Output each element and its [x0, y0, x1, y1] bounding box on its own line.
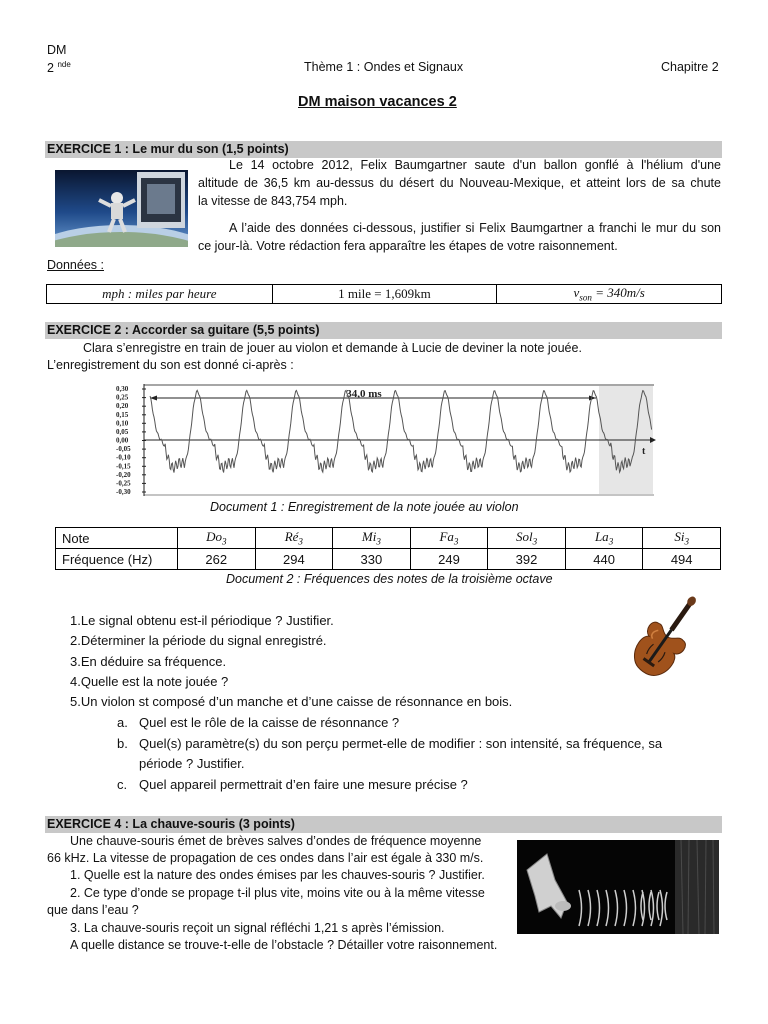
period-span-label: 34,0 ms	[346, 388, 382, 400]
question-number: 2.	[70, 633, 81, 648]
question-number: 4.	[70, 674, 81, 689]
note-cell	[255, 528, 333, 549]
violin-image	[628, 588, 702, 692]
exercise4-heading: EXERCICE 4 : La chauve-souris (3 points)	[45, 816, 722, 833]
ex1-question-line1: A l’aide des données ci-dessous, justifier si Felix Baumgartner a franchi le mur du son	[229, 221, 721, 235]
y-tick-label: 0,15	[116, 410, 129, 419]
header-theme: Thème 1 : Ondes et Signaux	[304, 60, 464, 74]
subquestion-text: Quel appareil permettrait d’en faire une mesure précise ?	[139, 777, 468, 792]
doc1-caption: Document 1 : Enregistrement de la note jouée au violon	[210, 500, 519, 514]
ex4-question1: 1. Quelle est la nature des ondes émises par les chauves-souris ? Justifier.	[70, 868, 485, 882]
subquestion-item	[117, 777, 468, 792]
octave-sub: 3	[376, 536, 381, 547]
y-tick-label: -0,15	[116, 462, 131, 471]
note-name: Sol	[515, 529, 533, 545]
question-item	[70, 613, 334, 628]
ex4-text-line1: Une chauve-souris émet de brèves salves d’ondes de fréquence moyenne	[70, 834, 482, 848]
question-item	[70, 633, 327, 648]
header-chapter: Chapitre 2	[661, 60, 719, 74]
data-table	[46, 284, 722, 304]
question-item	[70, 654, 226, 669]
y-tick-label: 0,05	[116, 427, 129, 436]
subquestion-item	[117, 756, 245, 771]
note-name: Ré	[284, 529, 299, 545]
ex2-intro-line1: Clara s’enregistre en train de jouer au violon et demande à Lucie de deviner la note jouée.	[83, 341, 582, 355]
octave-sub: 3	[221, 536, 227, 547]
question-text: Un violon st composé d’un manche et d’une caisse de résonnance en bois.	[80, 694, 513, 709]
header-level	[47, 60, 71, 75]
subquestion-item	[117, 736, 662, 751]
frequency-cell: 440	[565, 549, 643, 570]
ex4-question2: 2. Ce type d’onde se propage t-il plus vite, moins vite ou à la même vitesse	[70, 886, 485, 900]
subquestion-letter: b.	[117, 736, 128, 751]
frequency-header: Fréquence (Hz)	[56, 549, 178, 570]
subquestion-letter: a.	[117, 715, 128, 730]
note-name: Si	[674, 529, 685, 545]
note-cell	[643, 528, 721, 549]
note-cell	[178, 528, 256, 549]
ex1-text-line2: altitude de 36,5 km au-dessus du désert du Nouveau-Mexique, et atteint lors de sa chute	[198, 176, 721, 190]
octave-sub: 3	[684, 536, 690, 547]
data-cell-mph: mph : miles par heure	[47, 285, 273, 304]
subquestion-item	[117, 715, 399, 730]
level-sup: nde	[57, 60, 71, 69]
frequency-cell: 249	[410, 549, 488, 570]
y-tick-label: -0,10	[116, 453, 131, 462]
time-axis-label: t	[642, 446, 646, 457]
ex4-question3-cont: A quelle distance se trouve-t-elle de l’obstacle ? Détailler votre raisonnement.	[70, 938, 498, 952]
ex1-question-line2: ce jour-là. Votre rédaction fera apparaître les étapes de votre raisonnement.	[198, 239, 618, 253]
frequency-cell: 330	[333, 549, 411, 570]
y-tick-label: 0,25	[116, 393, 129, 402]
y-tick-label: -0,05	[116, 445, 131, 454]
page-title: DM maison vacances 2	[298, 94, 457, 110]
ex1-text-line1: Le 14 octobre 2012, Felix Baumgartner saute d'un ballon gonflé à l'hélium d'une	[229, 158, 721, 172]
data-cell-vson	[497, 285, 722, 304]
question-text: Déterminer la période du signal enregistré.	[80, 633, 327, 648]
octave-sub: 3	[532, 536, 538, 547]
ex4-question3: 3. La chauve-souris reçoit un signal réfléchi 1,21 s après l’émission.	[70, 921, 445, 935]
question-item	[70, 694, 512, 709]
data-label: Données :	[47, 258, 104, 272]
note-cell	[488, 528, 566, 549]
subquestion-text: Quel est le rôle de la caisse de résonnance ?	[139, 715, 400, 730]
question-number: 3.	[70, 654, 81, 669]
violin-recording-graph	[112, 382, 656, 498]
octave-sub: 3	[608, 536, 614, 547]
ex4-question2-cont: que dans l’eau ?	[47, 903, 139, 917]
frequency-cell: 494	[643, 549, 721, 570]
subquestion-text: Quel(s) paramètre(s) du son perçu permet-elle de modifier : son intensité, sa fréquence, sa	[139, 736, 663, 751]
vson-symbol: v	[573, 285, 580, 300]
skydiver-photo	[55, 170, 188, 247]
question-text: Quelle est la note jouée ?	[80, 674, 229, 689]
notes-row	[56, 528, 721, 549]
frequency-row	[56, 549, 721, 570]
note-name: Mi	[361, 529, 377, 545]
note-cell	[565, 528, 643, 549]
exercise2-heading: EXERCICE 2 : Accorder sa guitare (5,5 points)	[45, 322, 722, 339]
frequency-cell: 262	[178, 549, 256, 570]
bat-echolocation-image	[517, 840, 719, 934]
question-text: Le signal obtenu est-il périodique ? Justifier.	[80, 613, 334, 628]
vson-value: = 340m/s	[591, 285, 645, 300]
octave-sub: 3	[298, 536, 303, 547]
note-cell	[333, 528, 411, 549]
y-tick-label: 0,30	[116, 385, 129, 393]
question-item	[70, 674, 228, 689]
data-cell-mile: 1 mile = 1,609km	[272, 285, 497, 304]
ex4-text-line2: 66 kHz. La vitesse de propagation de ces ondes dans l’air est égale à 330 m/s.	[47, 851, 484, 865]
subquestion-text: période ? Justifier.	[139, 756, 245, 771]
header-dm: DM	[47, 43, 67, 57]
ex2-intro-line2: L’enregistrement du son est donné ci-après :	[47, 358, 294, 372]
ex1-text-line3: la vitesse de 843,754 mph.	[198, 194, 348, 208]
question-text: En déduire sa fréquence.	[80, 654, 227, 669]
y-tick-label: 0,00	[116, 436, 129, 445]
doc2-caption: Document 2 : Fréquences des notes de la troisième octave	[226, 572, 553, 586]
note-header: Note	[56, 528, 178, 549]
note-cell	[410, 528, 488, 549]
y-tick-label: 0,10	[116, 419, 129, 428]
y-tick-label: -0,20	[116, 470, 131, 479]
frequency-cell: 294	[255, 549, 333, 570]
question-number: 5.	[70, 694, 81, 709]
level-number: 2	[47, 61, 54, 76]
octave-sub: 3	[453, 536, 459, 547]
y-tick-label: -0,30	[116, 488, 131, 496]
note-name: Do	[206, 529, 222, 545]
frequency-cell: 392	[488, 549, 566, 570]
y-tick-label: -0,25	[116, 479, 131, 488]
notes-frequency-table	[55, 527, 721, 570]
subquestion-letter: c.	[117, 777, 128, 792]
note-name: Fa	[439, 529, 454, 545]
note-name: La	[594, 529, 609, 545]
vson-sub: son	[579, 292, 592, 303]
question-number: 1.	[70, 613, 81, 628]
exercise1-heading: EXERCICE 1 : Le mur du son (1,5 points)	[45, 141, 722, 158]
y-tick-label: 0,20	[116, 402, 129, 411]
